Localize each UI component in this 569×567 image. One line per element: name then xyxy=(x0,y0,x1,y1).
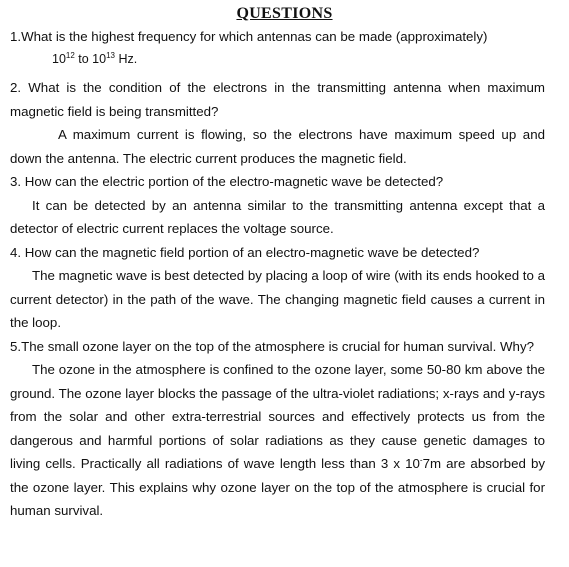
answer-3: It can be detected by an antenna similar to the transmitting antenna except that a detector of electric current replaces the voltage source. xyxy=(10,197,545,236)
answer-1-exponent-1: 12 xyxy=(65,50,75,60)
answer-5-exponent: - xyxy=(419,455,423,465)
page-title: QUESTIONS xyxy=(236,5,333,22)
answer-1-base: 10 xyxy=(52,52,66,66)
question-1: 1.What is the highest frequency for which antennas can be made (approximately) xyxy=(10,29,488,44)
answer-2: A maximum current is flowing, so the electrons have maximum speed up and down the antenna. The electric current produces the magnetic field. xyxy=(10,127,545,166)
answer-5-part-1: The ozone in the atmosphere is confined to the ozone layer, some 50-80 km above the ground. The ozone layer blocks the passage of the ultra-violet radiations; x-rays and y-rays from the solar and other extra-terrestrial sources and effectively protects us from the dangerous and harmful portions of solar radiations as they cause genetic damages to living cells. Practically all radiations of wave length less than 3 x 10 xyxy=(10,362,545,471)
answer-1-mid: to 10 xyxy=(74,52,107,66)
question-5: 5.The small ozone layer on the top of the atmosphere is crucial for human survival. Why? xyxy=(10,338,534,354)
question-2: 2. What is the condition of the electrons in the transmitting antenna when maximum magnetic field is being transmitted? xyxy=(10,80,545,119)
answer-4: The magnetic wave is best detected by placing a loop of wire (with its ends hooked to a current detector) in the path of the wave. The changing magnetic field causes a current in the loop. xyxy=(10,268,545,330)
answer-1 xyxy=(52,48,545,70)
question-4: 4. How can the magnetic field portion of an electro-magnetic wave be detected? xyxy=(10,244,480,260)
answer-5-part-2: 7m are absorbed by the ozone layer. This explains why ozone layer on the top of the atmosphere is crucial for human survival. xyxy=(10,456,545,518)
question-3: 3. How can the electric portion of the electro-magnetic wave be detected? xyxy=(10,174,444,189)
questions-content xyxy=(10,26,545,523)
answer-5 xyxy=(10,358,545,523)
answer-1-exponent-2: 13 xyxy=(106,50,115,60)
answer-1-unit: Hz. xyxy=(115,52,138,66)
